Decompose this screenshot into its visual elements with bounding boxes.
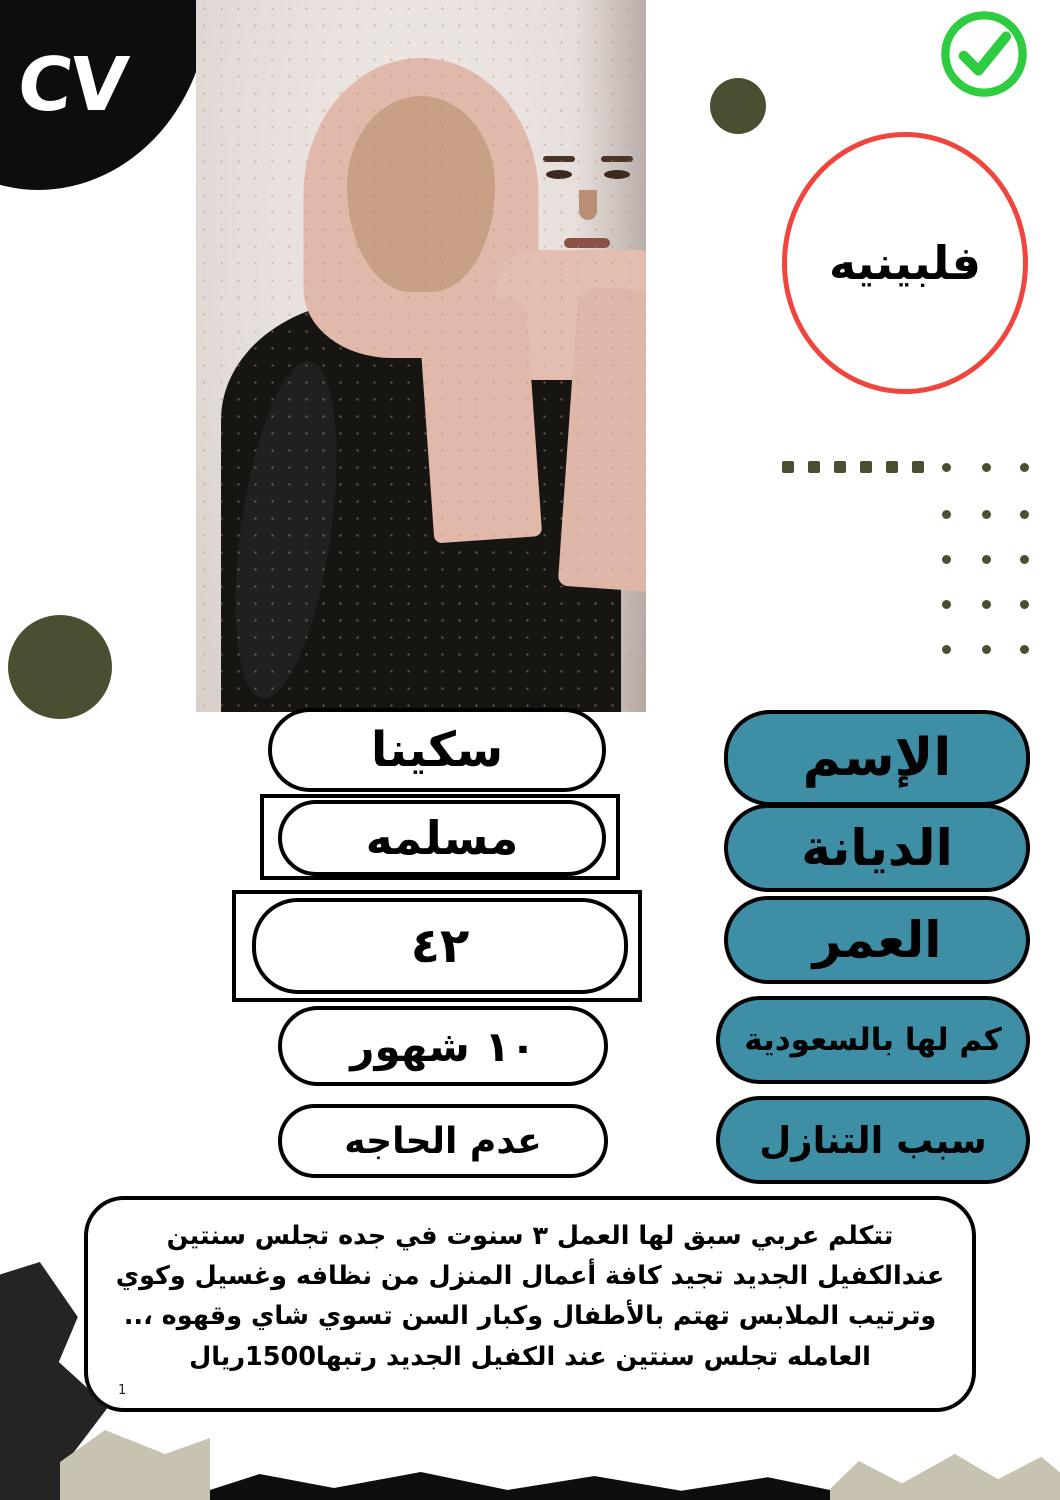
field-value-religion: مسلمه <box>278 800 606 876</box>
field-label-release-reason: سبب التنازل <box>716 1096 1030 1184</box>
nationality-label: فلبينيه <box>829 236 981 290</box>
notes-box <box>84 1196 976 1412</box>
decorative-torn-right <box>830 1440 1060 1500</box>
notes-line-3: وترتيب الملابس تهتم بالأطفال وكبار السن تسوي شاي وقهوه ،.. <box>123 1301 937 1332</box>
field-label-time-in-saudi: كم لها بالسعودية <box>716 996 1030 1084</box>
notes-line-2: عندالكفيل الجديد تجيد كافة أعمال المنزل من نظافه وغسيل وكوي <box>115 1261 945 1292</box>
cv-badge-label: CV <box>13 42 131 128</box>
applicant-photo <box>196 0 646 712</box>
field-label-religion: الديانة <box>724 804 1030 892</box>
decorative-dot-grid <box>782 455 1032 685</box>
decorative-torn-bottom <box>210 1466 830 1500</box>
notes-line-1: تتكلم عربي سبق لها العمل ٣ سنوت في جده تجلس سنتين <box>166 1221 894 1251</box>
page-number: 1 <box>118 1383 127 1398</box>
notes-line-4: العامله تجلس سنتين عند الكفيل الجديد رتبها1500ريال <box>189 1341 871 1372</box>
field-label-name: الإسم <box>724 710 1030 806</box>
nationality-badge <box>782 132 1028 394</box>
field-value-release-reason: عدم الحاجه <box>278 1104 608 1178</box>
field-value-age: ٤٢ <box>252 898 628 994</box>
green-check-icon <box>938 8 1030 100</box>
field-label-age: العمر <box>724 896 1030 984</box>
field-value-name: سكينا <box>268 708 606 792</box>
decorative-dot-top <box>710 78 766 134</box>
field-value-time-in-saudi: ١٠ شهور <box>278 1006 608 1086</box>
decorative-dot-left <box>8 615 112 719</box>
